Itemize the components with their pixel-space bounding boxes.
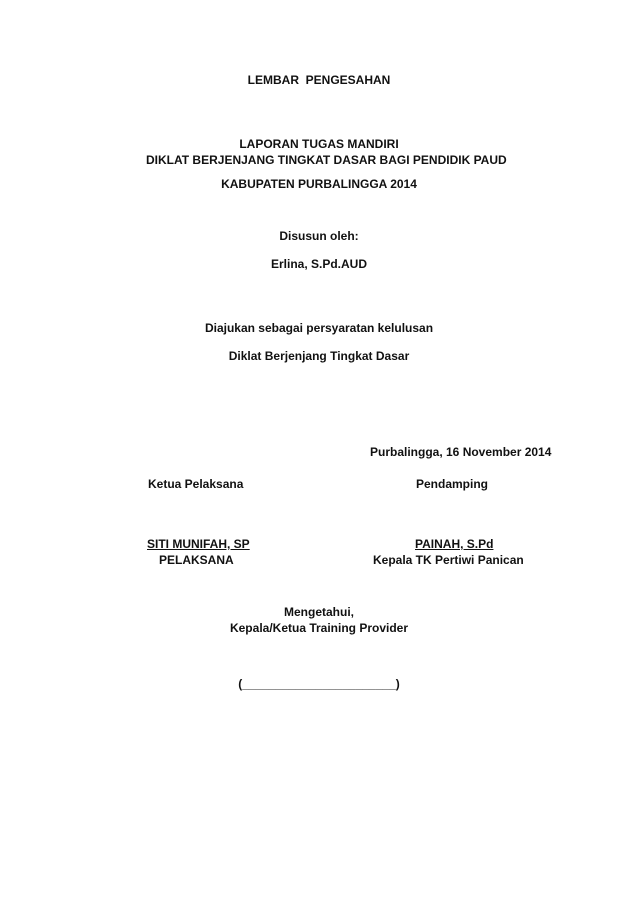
right-signatory-role: Pendamping [416,477,489,491]
report-subtitle: DIKLAT BERJENJANG TINGKAT DASAR BAGI PENDIDIK PAUD [146,153,507,167]
left-signatory-position: PELAKSANA [159,553,234,567]
report-title: LAPORAN TUGAS MANDIRI [239,137,399,151]
approval-signature-line: (_______________________) [238,677,400,691]
report-region: KABUPATEN PURBALINGGA 2014 [221,177,417,191]
approval-label: Mengetahui, [283,605,354,619]
place-date: Purbalingga, 16 November 2014 [370,445,552,459]
right-signatory-name: PAINAH, S.Pd [415,537,494,551]
right-signatory-position: Kepala TK Pertiwi Panican [373,553,524,567]
author-label: Disusun oleh: [279,229,359,243]
left-signatory-name: SITI MUNIFAH, SP [147,537,250,551]
left-signatory-role: Ketua Pelaksana [148,477,244,491]
purpose-line-1: Diajukan sebagai persyaratan kelulusan [204,321,434,335]
page-title: LEMBAR PENGESAHAN [247,73,391,87]
purpose-line-2: Diklat Berjenjang Tingkat Dasar [228,349,410,363]
author-name: Erlina, S.Pd.AUD [270,257,368,271]
approval-role: Kepala/Ketua Training Provider [229,621,409,635]
